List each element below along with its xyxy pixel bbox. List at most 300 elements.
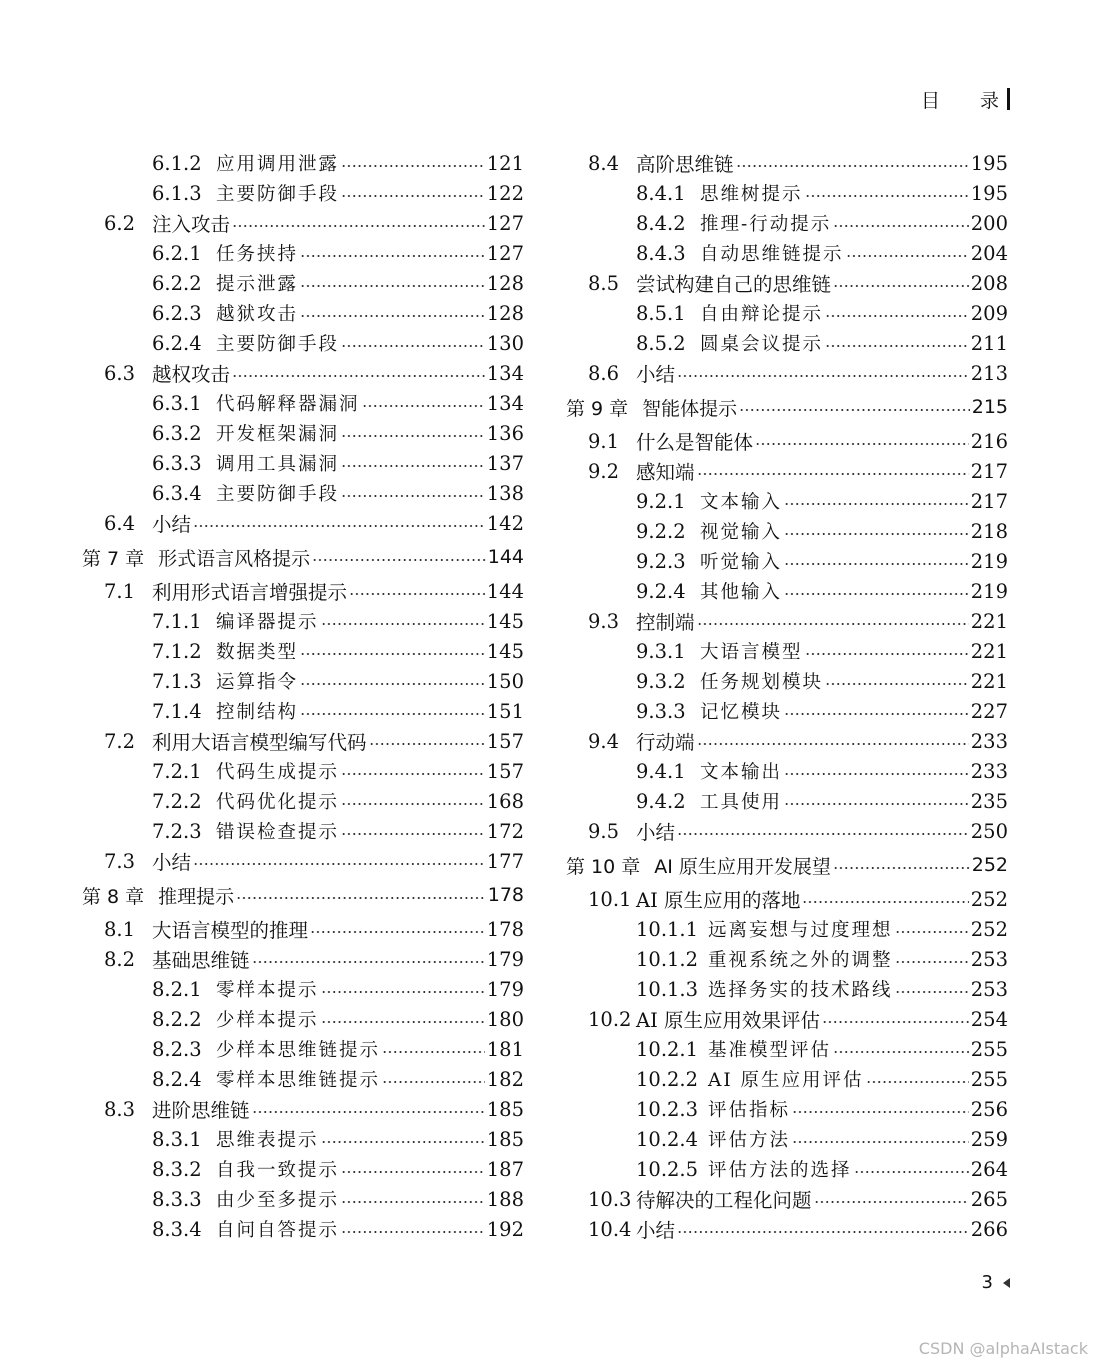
toc-subsection-entry xyxy=(82,178,524,208)
entry-number: 6.3.1 xyxy=(152,391,202,415)
dot-leader xyxy=(193,524,485,528)
entry-title: 选择务实的技术路线 xyxy=(708,980,893,1001)
entry-title: 工具使用 xyxy=(700,792,783,813)
entry-number: 8.3.4 xyxy=(152,1217,202,1241)
entry-title: 提示泄露 xyxy=(216,274,299,295)
entry-title: 注入攻击 xyxy=(152,213,231,236)
header-word-2: 录 xyxy=(979,89,999,112)
entry-page-number: 252 xyxy=(971,854,1008,876)
entry-number: 8.2 xyxy=(104,947,136,971)
entry-page-number: 178 xyxy=(487,884,524,906)
entry-number: 6.3.2 xyxy=(152,421,202,445)
entry-number: 8.1 xyxy=(104,917,136,941)
entry-page-number: 200 xyxy=(970,211,1008,235)
dot-leader xyxy=(341,802,485,806)
entry-number: 10.1.1 xyxy=(636,917,699,941)
toc-section-entry xyxy=(82,846,524,876)
entry-number: 8.2.3 xyxy=(152,1037,202,1061)
dot-leader xyxy=(677,374,969,378)
dot-leader xyxy=(349,592,485,596)
entry-number: 10.2 xyxy=(588,1007,632,1031)
entry-title: 自由辩论提示 xyxy=(700,304,824,325)
dot-leader xyxy=(784,562,969,566)
entry-number: 7.1.2 xyxy=(152,639,202,663)
toc-subsection-entry xyxy=(566,786,1008,816)
entry-page-number: 219 xyxy=(970,579,1008,603)
entry-title: 少样本思维链提示 xyxy=(216,1040,381,1061)
entry-title: 评估方法 xyxy=(708,1130,791,1151)
entry-page-number: 195 xyxy=(970,151,1008,175)
entry-number: 7.2.3 xyxy=(152,819,202,843)
entry-number: 第 8 章 xyxy=(82,885,145,908)
dot-leader xyxy=(895,930,969,934)
toc-chapter-entry xyxy=(566,388,1008,426)
entry-title: 自我一致提示 xyxy=(216,1160,340,1181)
entry-number: 10.2.3 xyxy=(636,1097,699,1121)
entry-title: 高阶思维链 xyxy=(636,153,734,176)
entry-page-number: 221 xyxy=(970,639,1008,663)
entry-title: 文本输出 xyxy=(700,762,783,783)
entry-page-number: 217 xyxy=(970,459,1008,483)
entry-page-number: 145 xyxy=(486,639,524,663)
dot-leader xyxy=(792,1110,969,1114)
entry-number: 6.3.3 xyxy=(152,451,202,475)
entry-page-number: 250 xyxy=(970,819,1008,843)
entry-number: 9.3.1 xyxy=(636,639,686,663)
dot-leader xyxy=(236,896,486,900)
entry-page-number: 219 xyxy=(970,549,1008,573)
entry-title: 运算指令 xyxy=(216,672,299,693)
entry-page-number: 157 xyxy=(486,729,524,753)
toc-section-entry xyxy=(566,884,1008,914)
dot-leader xyxy=(677,832,969,836)
entry-page-number: 127 xyxy=(486,211,524,235)
dot-leader xyxy=(736,164,969,168)
entry-title: 进阶思维链 xyxy=(152,1099,250,1122)
dot-leader xyxy=(341,772,485,776)
entry-page-number: 127 xyxy=(486,241,524,265)
entry-number: 10.4 xyxy=(588,1217,632,1241)
toc-subsection-entry xyxy=(82,268,524,298)
entry-number: 第 9 章 xyxy=(566,397,629,420)
dot-leader xyxy=(825,314,969,318)
dot-leader xyxy=(232,224,485,228)
dot-leader xyxy=(677,1230,969,1234)
dot-leader xyxy=(382,1050,485,1054)
entry-title: 圆桌会议提示 xyxy=(700,334,824,355)
dot-leader xyxy=(697,742,969,746)
entry-number: 8.2.2 xyxy=(152,1007,202,1031)
toc-subsection-entry xyxy=(566,696,1008,726)
toc-chapter-entry xyxy=(566,846,1008,884)
entry-title: 控制端 xyxy=(636,611,695,634)
entry-number: 8.3.1 xyxy=(152,1127,202,1151)
entry-title: 待解决的工程化问题 xyxy=(636,1189,812,1212)
entry-number: 9.3.3 xyxy=(636,699,686,723)
entry-title: 调用工具漏洞 xyxy=(216,454,340,475)
entry-title: 听觉输入 xyxy=(700,552,783,573)
entry-number: 8.3.3 xyxy=(152,1187,202,1211)
dot-leader xyxy=(833,1050,969,1054)
entry-title: 记忆模块 xyxy=(700,702,783,723)
dot-leader xyxy=(341,344,485,348)
page-arrow-icon xyxy=(1003,1278,1010,1288)
entry-title: 越权攻击 xyxy=(152,363,231,386)
entry-title: 零样本思维链提示 xyxy=(216,1070,381,1091)
toc-subsection-entry xyxy=(566,944,1008,974)
toc-subsection-entry xyxy=(82,1124,524,1154)
toc-section-entry xyxy=(82,576,524,606)
toc-subsection-entry xyxy=(566,576,1008,606)
dot-leader xyxy=(697,622,969,626)
entry-title: 小结 xyxy=(636,363,676,386)
toc-subsection-entry xyxy=(566,1094,1008,1124)
entry-page-number: 209 xyxy=(970,301,1008,325)
toc-section-entry xyxy=(82,944,524,974)
entry-title: 形式语言风格提示 xyxy=(158,547,311,570)
toc-subsection-entry xyxy=(566,914,1008,944)
entry-title: 代码优化提示 xyxy=(216,792,340,813)
entry-page-number: 188 xyxy=(486,1187,524,1211)
toc-subsection-entry xyxy=(566,1034,1008,1064)
entry-page-number: 217 xyxy=(970,489,1008,513)
entry-number: 9.4.1 xyxy=(636,759,686,783)
toc-subsection-entry xyxy=(566,1064,1008,1094)
entry-number: 8.6 xyxy=(588,361,620,385)
entry-page-number: 134 xyxy=(486,391,524,415)
entry-number: 6.3 xyxy=(104,361,136,385)
dot-leader xyxy=(341,1200,485,1204)
entry-title: 应用调用泄露 xyxy=(216,154,340,175)
entry-number: 7.1.1 xyxy=(152,609,202,633)
entry-number: 9.5 xyxy=(588,819,620,843)
entry-page-number: 128 xyxy=(486,301,524,325)
entry-title: 代码解释器漏洞 xyxy=(216,394,360,415)
entry-number: 9.3.2 xyxy=(636,669,686,693)
header-rule xyxy=(1007,88,1010,110)
toc-left-column xyxy=(82,148,524,1244)
entry-title: 基准模型评估 xyxy=(708,1040,832,1061)
entry-title: 开发框架漏洞 xyxy=(216,424,340,445)
toc-subsection-entry xyxy=(566,1154,1008,1184)
entry-number: 6.2 xyxy=(104,211,136,235)
entry-number: 7.3 xyxy=(104,849,136,873)
entry-page-number: 265 xyxy=(970,1187,1008,1211)
dot-leader xyxy=(784,772,969,776)
entry-page-number: 144 xyxy=(486,579,524,603)
dot-leader xyxy=(252,960,485,964)
toc-subsection-entry xyxy=(82,1064,524,1094)
toc-subsection-entry xyxy=(566,516,1008,546)
watermark: CSDN @alphaAIstack xyxy=(918,1339,1088,1358)
dot-leader xyxy=(825,682,969,686)
entry-number: 8.4.2 xyxy=(636,211,686,235)
toc-section-entry xyxy=(566,606,1008,636)
toc-subsection-entry xyxy=(82,1184,524,1214)
entry-title: 行动端 xyxy=(636,731,695,754)
entry-title: 数据类型 xyxy=(216,642,299,663)
dot-leader xyxy=(784,712,969,716)
toc-subsection-entry xyxy=(566,756,1008,786)
entry-title: 自问自答提示 xyxy=(216,1220,340,1241)
entry-title: 小结 xyxy=(636,1219,676,1242)
toc-subsection-entry xyxy=(82,1034,524,1064)
entry-title: 基础思维链 xyxy=(152,949,250,972)
entry-title: 文本输入 xyxy=(700,492,783,513)
entry-page-number: 213 xyxy=(970,361,1008,385)
entry-title: 主要防御手段 xyxy=(216,184,340,205)
entry-number: 6.1.3 xyxy=(152,181,202,205)
dot-leader xyxy=(300,652,485,656)
entry-title: 感知端 xyxy=(636,461,695,484)
entry-title: 推理提示 xyxy=(158,885,235,908)
page-footer xyxy=(982,1272,1010,1293)
toc-subsection-entry xyxy=(82,1004,524,1034)
entry-number: 8.5.2 xyxy=(636,331,686,355)
toc-section-entry xyxy=(82,914,524,944)
entry-page-number: 137 xyxy=(486,451,524,475)
entry-title: AI 原生应用效果评估 xyxy=(636,1009,820,1032)
toc-section-entry xyxy=(566,358,1008,388)
entry-title: 利用大语言模型编写代码 xyxy=(152,731,367,754)
entry-page-number: 121 xyxy=(486,151,524,175)
entry-page-number: 150 xyxy=(486,669,524,693)
entry-page-number: 211 xyxy=(970,331,1008,355)
entry-title: 推理-行动提示 xyxy=(700,214,832,235)
entry-page-number: 182 xyxy=(486,1067,524,1091)
entry-title: AI 原生应用的落地 xyxy=(636,889,801,912)
entry-number: 8.2.1 xyxy=(152,977,202,1001)
toc-section-entry xyxy=(82,208,524,238)
entry-page-number: 266 xyxy=(970,1217,1008,1241)
toc-section-entry xyxy=(82,358,524,388)
toc-subsection-entry xyxy=(566,298,1008,328)
entry-page-number: 151 xyxy=(486,699,524,723)
dot-leader xyxy=(854,1170,969,1174)
entry-page-number: 253 xyxy=(970,947,1008,971)
entry-title: 任务挟持 xyxy=(216,244,299,265)
toc-subsection-entry xyxy=(82,756,524,786)
dot-leader xyxy=(321,622,485,626)
entry-title: 零样本提示 xyxy=(216,980,319,1001)
dot-leader xyxy=(300,682,485,686)
entry-title: AI 原生应用开发展望 xyxy=(654,855,831,878)
toc-subsection-entry xyxy=(566,666,1008,696)
entry-title: 其他输入 xyxy=(700,582,783,603)
dot-leader xyxy=(846,254,969,258)
toc-subsection-entry xyxy=(82,974,524,1004)
entry-page-number: 157 xyxy=(486,759,524,783)
entry-number: 8.4 xyxy=(588,151,620,175)
entry-title: AI 原生应用评估 xyxy=(708,1070,864,1091)
entry-title: 大语言模型的推理 xyxy=(152,919,309,942)
toc-subsection-entry xyxy=(566,636,1008,666)
entry-number: 8.2.4 xyxy=(152,1067,202,1091)
entry-number: 10.2.2 xyxy=(636,1067,699,1091)
entry-number: 9.2.1 xyxy=(636,489,686,513)
entry-page-number: 177 xyxy=(486,849,524,873)
entry-page-number: 144 xyxy=(487,546,524,568)
dot-leader xyxy=(321,990,485,994)
entry-title: 由少至多提示 xyxy=(216,1190,340,1211)
toc-subsection-entry xyxy=(566,238,1008,268)
dot-leader xyxy=(341,164,485,168)
dot-leader xyxy=(252,1110,485,1114)
entry-page-number: 255 xyxy=(970,1067,1008,1091)
entry-number: 6.2.3 xyxy=(152,301,202,325)
dot-leader xyxy=(805,194,969,198)
dot-leader xyxy=(341,434,485,438)
entry-page-number: 130 xyxy=(486,331,524,355)
toc-subsection-entry xyxy=(82,478,524,508)
dot-leader xyxy=(784,802,969,806)
entry-number: 8.3 xyxy=(104,1097,136,1121)
dot-leader xyxy=(895,960,969,964)
dot-leader xyxy=(321,1020,485,1024)
toc-subsection-entry xyxy=(82,298,524,328)
dot-leader xyxy=(341,494,485,498)
toc-subsection-entry xyxy=(82,418,524,448)
entry-page-number: 134 xyxy=(486,361,524,385)
toc-subsection-entry xyxy=(566,974,1008,1004)
entry-number: 8.4.3 xyxy=(636,241,686,265)
entry-number: 9.2 xyxy=(588,459,620,483)
entry-title: 思维树提示 xyxy=(700,184,803,205)
entry-number: 9.4.2 xyxy=(636,789,686,813)
entry-page-number: 227 xyxy=(970,699,1008,723)
dot-leader xyxy=(300,314,485,318)
entry-page-number: 187 xyxy=(486,1157,524,1181)
entry-page-number: 264 xyxy=(970,1157,1008,1181)
entry-title: 视觉输入 xyxy=(700,522,783,543)
toc-section-entry xyxy=(82,508,524,538)
dot-leader xyxy=(739,408,970,412)
toc-section-entry xyxy=(566,1214,1008,1244)
toc-subsection-entry xyxy=(82,148,524,178)
entry-number: 6.4 xyxy=(104,511,136,535)
toc-section-entry xyxy=(566,816,1008,846)
toc-subsection-entry xyxy=(82,388,524,418)
entry-title: 重视系统之外的调整 xyxy=(708,950,893,971)
toc-subsection-entry xyxy=(82,816,524,846)
toc-chapter-entry xyxy=(82,538,524,576)
dot-leader xyxy=(802,900,968,904)
entry-number: 7.1.3 xyxy=(152,669,202,693)
toc-subsection-entry xyxy=(566,546,1008,576)
dot-leader xyxy=(784,592,969,596)
entry-title: 错误检查提示 xyxy=(216,822,340,843)
toc-subsection-entry xyxy=(566,328,1008,358)
toc-subsection-entry xyxy=(566,1124,1008,1154)
toc-subsection-entry xyxy=(82,448,524,478)
dot-leader xyxy=(341,832,485,836)
entry-number: 7.2.2 xyxy=(152,789,202,813)
entry-page-number: 195 xyxy=(970,181,1008,205)
entry-number: 7.2.1 xyxy=(152,759,202,783)
entry-title: 智能体提示 xyxy=(642,397,738,420)
entry-number: 10.3 xyxy=(588,1187,632,1211)
entry-number: 6.1.2 xyxy=(152,151,202,175)
entry-page-number: 252 xyxy=(970,917,1008,941)
dot-leader xyxy=(697,472,969,476)
toc-subsection-entry xyxy=(566,486,1008,516)
entry-number: 9.1 xyxy=(588,429,620,453)
entry-page-number: 128 xyxy=(486,271,524,295)
toc-subsection-entry xyxy=(82,666,524,696)
dot-leader xyxy=(312,558,486,562)
entry-page-number: 180 xyxy=(486,1007,524,1031)
dot-leader xyxy=(825,344,969,348)
toc-section-entry xyxy=(566,456,1008,486)
dot-leader xyxy=(300,284,485,288)
dot-leader xyxy=(805,652,969,656)
entry-number: 9.4 xyxy=(588,729,620,753)
entry-page-number: 185 xyxy=(486,1127,524,1151)
entry-page-number: 233 xyxy=(970,759,1008,783)
entry-title: 什么是智能体 xyxy=(636,431,754,454)
entry-number: 9.2.3 xyxy=(636,549,686,573)
dot-leader xyxy=(784,502,969,506)
dot-leader xyxy=(895,990,969,994)
entry-number: 6.2.1 xyxy=(152,241,202,265)
entry-number: 8.4.1 xyxy=(636,181,686,205)
toc-subsection-entry xyxy=(82,328,524,358)
dot-leader xyxy=(310,930,485,934)
entry-page-number: 172 xyxy=(486,819,524,843)
entry-title: 小结 xyxy=(152,851,192,874)
entry-title: 利用形式语言增强提示 xyxy=(152,581,348,604)
toc-section-entry xyxy=(566,1184,1008,1214)
dot-leader xyxy=(341,1170,485,1174)
toc-section-entry xyxy=(566,426,1008,456)
entry-title: 任务规划模块 xyxy=(700,672,824,693)
toc-section-entry xyxy=(82,1094,524,1124)
toc-subsection-entry xyxy=(566,208,1008,238)
entry-number: 10.2.1 xyxy=(636,1037,699,1061)
entry-title: 小结 xyxy=(152,513,192,536)
entry-page-number: 221 xyxy=(970,609,1008,633)
dot-leader xyxy=(300,254,485,258)
dot-leader xyxy=(784,532,969,536)
dot-leader xyxy=(300,712,485,716)
toc-subsection-entry xyxy=(82,636,524,666)
dot-leader xyxy=(369,742,485,746)
dot-leader xyxy=(341,1230,485,1234)
dot-leader xyxy=(833,284,969,288)
entry-number: 7.1 xyxy=(104,579,136,603)
toc-section-entry xyxy=(82,726,524,756)
entry-page-number: 179 xyxy=(486,947,524,971)
entry-number: 9.2.2 xyxy=(636,519,686,543)
dot-leader xyxy=(822,1020,969,1024)
entry-page-number: 185 xyxy=(486,1097,524,1121)
entry-number: 8.5 xyxy=(588,271,620,295)
entry-number: 9.3 xyxy=(588,609,620,633)
entry-number: 10.1.3 xyxy=(636,977,699,1001)
entry-title: 编译器提示 xyxy=(216,612,319,633)
entry-title: 远离妄想与过度理想 xyxy=(708,920,893,941)
entry-number: 9.2.4 xyxy=(636,579,686,603)
dot-leader xyxy=(833,866,970,870)
running-header xyxy=(921,86,1010,112)
entry-title: 越狱攻击 xyxy=(216,304,299,325)
entry-page-number: 204 xyxy=(970,241,1008,265)
entry-page-number: 253 xyxy=(970,977,1008,1001)
entry-number: 10.1.2 xyxy=(636,947,699,971)
toc-subsection-entry xyxy=(82,1214,524,1244)
dot-leader xyxy=(866,1080,969,1084)
entry-number: 8.3.2 xyxy=(152,1157,202,1181)
